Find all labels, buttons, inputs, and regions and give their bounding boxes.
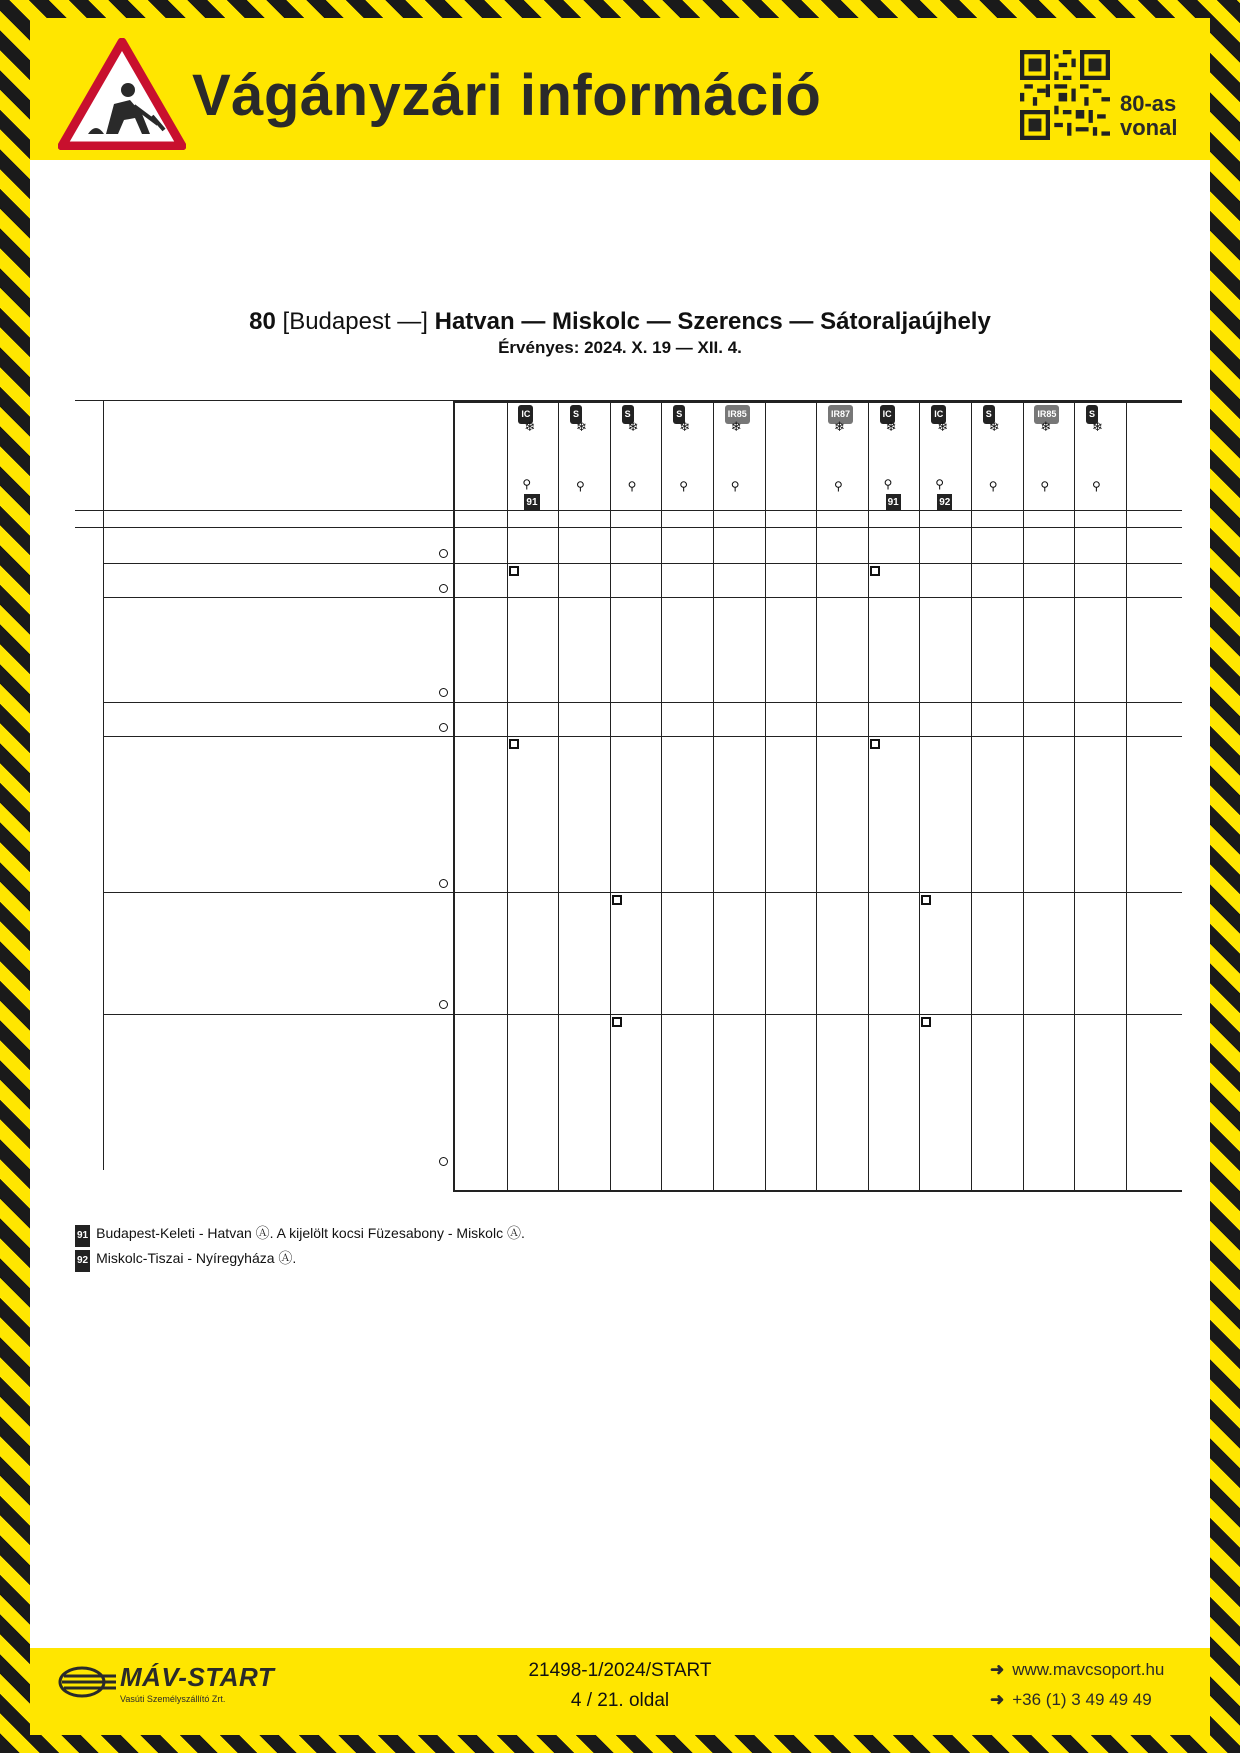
snowflake-icon: ❄ (885, 419, 897, 434)
snowflake-icon: ❄ (1040, 419, 1052, 434)
table-rule (453, 400, 1182, 403)
terminus-circle-icon (439, 688, 448, 697)
footnote-number: 91 (75, 1225, 90, 1247)
stop-marker-icon (870, 739, 880, 749)
table-rule (103, 1014, 1182, 1015)
table-rule (75, 510, 1182, 511)
line-label-number: 80-as (1120, 91, 1177, 116)
table-column-rule (507, 400, 508, 1190)
bicycle-icon: ⚲ (834, 479, 843, 493)
route-heading (0, 308, 1240, 336)
website-text: www.mavcsoport.hu (1012, 1660, 1165, 1679)
footnote-text: Miskolc-Tiszai - Nyíregyháza Ⓐ. (96, 1250, 297, 1266)
table-column-rule (713, 400, 714, 1190)
table-column-rule (765, 400, 766, 1190)
chevron-right-icon: ➜ (990, 1660, 1005, 1679)
note-number: 92 (937, 494, 952, 511)
snowflake-icon: ❄ (937, 419, 949, 434)
table-rule (103, 597, 1182, 598)
footnote-number: 92 (75, 1250, 90, 1272)
qr-code-icon (1020, 50, 1110, 140)
stop-marker-icon (921, 895, 931, 905)
bicycle-icon: ⚲ (627, 479, 637, 493)
terminus-circle-icon (439, 1000, 448, 1009)
document-id: 21498-1/2024/START (528, 1660, 712, 1681)
footnote-row (75, 1222, 525, 1247)
train-type-s: S (983, 405, 995, 424)
terminus-circle-icon (439, 549, 448, 558)
table-column-rule (971, 400, 972, 1190)
train-type-ir87: IR87 (828, 405, 853, 424)
stop-marker-icon (612, 1017, 622, 1027)
bicycle-icon: ⚲ (1092, 479, 1101, 493)
bicycle-icon: ⚲ (576, 479, 585, 493)
snowflake-icon: ❄ (988, 419, 1000, 434)
table-column-rule (868, 400, 869, 1190)
table-rule (103, 736, 1182, 737)
table-column-rule (1074, 400, 1075, 1190)
snowflake-icon: ❄ (679, 419, 691, 434)
train-type-ir85: IR85 (1034, 405, 1059, 424)
train-type-ic: IC (880, 405, 895, 424)
table-rule (453, 1190, 1182, 1192)
train-type-ir85: IR85 (725, 405, 750, 424)
table-rule (103, 563, 1182, 564)
note-number: 91 (886, 494, 901, 511)
table-column-rule (661, 400, 662, 1190)
table-column-rule (558, 400, 559, 1190)
footnote-text: Budapest-Keleti - Hatvan Ⓐ. A kijelölt kocsi Füzesabony - Miskolc Ⓐ. (96, 1225, 525, 1241)
bicycle-icon: ⚲ (935, 477, 944, 491)
train-note-ref (937, 492, 952, 511)
snowflake-icon: ❄ (834, 419, 845, 434)
train-type-s: S (570, 405, 582, 424)
snowflake-icon: ❄ (576, 419, 587, 434)
bicycle-icon: ⚲ (988, 479, 998, 493)
page-number: 4 / 21. oldal (570, 1690, 670, 1711)
bicycle-icon: ⚲ (1040, 479, 1050, 493)
table-column-rule (816, 400, 817, 1190)
page-title: Vágányzári információ (192, 63, 822, 128)
snowflake-icon: ❄ (730, 419, 742, 434)
table-column-rule (610, 400, 611, 1190)
roadwork-warning-icon (58, 38, 186, 150)
stop-marker-icon (921, 1017, 931, 1027)
line-number-label (1120, 92, 1177, 140)
phone-text: +36 (1) 3 49 49 49 (1012, 1690, 1152, 1709)
train-type-ic: IC (931, 405, 946, 424)
validity-period: Érvényes: 2024. X. 19 — XII. 4. (498, 338, 742, 357)
table-column-rule (1023, 400, 1024, 1190)
bicycle-icon: ⚲ (883, 477, 893, 491)
snowflake-icon: ❄ (1092, 419, 1103, 434)
chevron-right-icon: ➜ (990, 1690, 1005, 1709)
bicycle-icon: ⚲ (730, 479, 740, 493)
table-column-rule (453, 400, 455, 1190)
snowflake-icon: ❄ (524, 419, 536, 434)
line-label-word: vonal (1120, 115, 1178, 140)
terminus-circle-icon (439, 879, 448, 888)
terminus-circle-icon (439, 584, 448, 593)
train-type-s: S (622, 405, 634, 424)
table-rule (75, 527, 1182, 528)
phone-contact (990, 1690, 1152, 1710)
website-link[interactable] (990, 1660, 1164, 1680)
train-type-s: S (673, 405, 685, 424)
logo-subtitle: Vasúti Személyszállító Zrt. (120, 1694, 226, 1704)
bicycle-icon: ⚲ (679, 479, 688, 493)
stop-marker-icon (870, 566, 880, 576)
stop-marker-icon (509, 739, 519, 749)
footnotes (75, 1222, 525, 1272)
train-type-s: S (1086, 405, 1098, 424)
train-note-ref (524, 492, 539, 511)
stop-marker-icon (612, 895, 622, 905)
train-note-ref (886, 492, 901, 511)
terminus-circle-icon (439, 1157, 448, 1166)
timetable (75, 400, 1182, 1220)
stop-marker-icon (509, 566, 519, 576)
table-column-rule (1126, 400, 1127, 1190)
route-stations: Hatvan — Miskolc — Szerencs — Sátoraljaújhely (434, 308, 991, 335)
table-rule (103, 702, 1182, 703)
route-bracket: [Budapest —] (282, 308, 428, 335)
train-type-ic: IC (518, 405, 533, 424)
terminus-circle-icon (439, 723, 448, 732)
mav-logo-icon (58, 1664, 118, 1700)
table-column-rule (919, 400, 920, 1190)
route-number: 80 (249, 308, 276, 335)
note-number: 91 (524, 494, 539, 511)
footnote-row (75, 1247, 525, 1272)
table-column-rule (103, 400, 104, 1170)
table-rule (103, 892, 1182, 893)
bicycle-icon: ⚲ (522, 477, 532, 491)
mav-start-logo: MÁV-START (120, 1662, 275, 1692)
snowflake-icon: ❄ (627, 419, 639, 434)
